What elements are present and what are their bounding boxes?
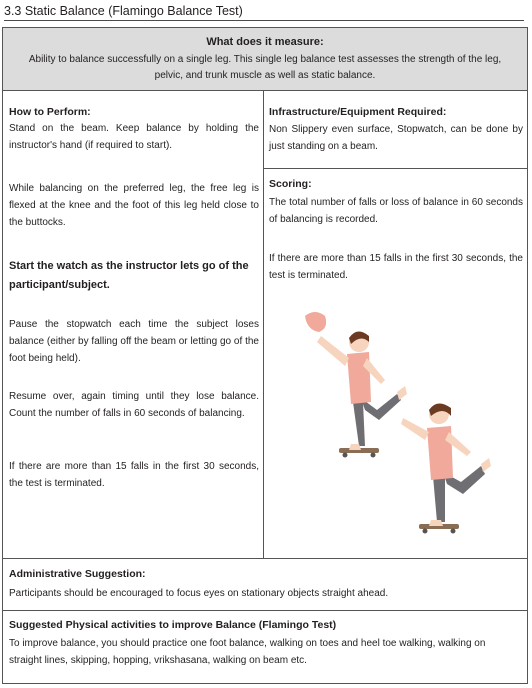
- equipment-title: Infrastructure/Equipment Required:: [269, 106, 447, 118]
- admin-title: Administrative Suggestion:: [9, 568, 146, 580]
- perform-step-2: While balancing on the preferred leg, the free leg is flexed at the knee and the foot of this leg held close to the buttocks.: [9, 183, 259, 228]
- perform-step-3: Start the watch as the instructor lets go of the participant/subject.: [9, 260, 249, 291]
- perform-step-4: Pause the stopwatch each time the subject loses balance (either by falling off the beam or letting go of the foot being held).: [9, 319, 259, 364]
- perform-step-1: Stand on the beam. Keep balance by holding the instructor's hand (if required to start).: [9, 123, 259, 151]
- flamingo-balance-illustration: [299, 306, 511, 546]
- balancing-girl-figure-1: [305, 312, 407, 458]
- suggested-text: To improve balance, you should practice one foot balance, walking on toes and heel toe walking, walking on straight lines, skipping, hopping, vrikshasana, walking on beam etc.: [9, 638, 486, 666]
- scoring-title: Scoring:: [269, 178, 312, 190]
- column-divider: [263, 91, 264, 558]
- measure-title: What does it measure:: [206, 36, 324, 48]
- equipment-text: Non Slippery even surface, Stopwatch, can be done by just standing on a beam.: [269, 124, 523, 152]
- scoring-text-2: If there are more than 15 falls in the first 30 seconds, the test is terminated.: [269, 253, 523, 281]
- scoring-text-1: The total number of falls or loss of balance in 60 seconds of balancing is recorded.: [269, 197, 523, 225]
- perform-step-5: Resume over, again timing until they lose balance. Count the number of falls in 60 seconds of balancing.: [9, 391, 259, 419]
- flamingo-test-table: [2, 27, 528, 684]
- measure-section: [3, 28, 527, 91]
- admin-text: Participants should be encouraged to focus eyes on stationary objects straight ahead.: [9, 588, 389, 599]
- suggested-title: Suggested Physical activities to improve Balance (Flamingo Test): [9, 619, 337, 631]
- admin-divider: [3, 558, 527, 559]
- perform-title: How to Perform:: [9, 106, 91, 118]
- suggested-divider: [3, 610, 527, 611]
- balancing-girl-figure-2: [401, 403, 491, 533]
- equipment-scoring-divider: [264, 168, 527, 169]
- perform-step-6: If there are more than 15 falls in the first 30 seconds, the test is terminated.: [9, 461, 259, 489]
- measure-text: Ability to balance successfully on a single leg. This single leg balance test assesses the strength of the leg, pelvic, and trunk muscle as well as static balance.: [28, 54, 502, 81]
- section-heading: 3.3 Static Balance (Flamingo Balance Test): [4, 2, 524, 21]
